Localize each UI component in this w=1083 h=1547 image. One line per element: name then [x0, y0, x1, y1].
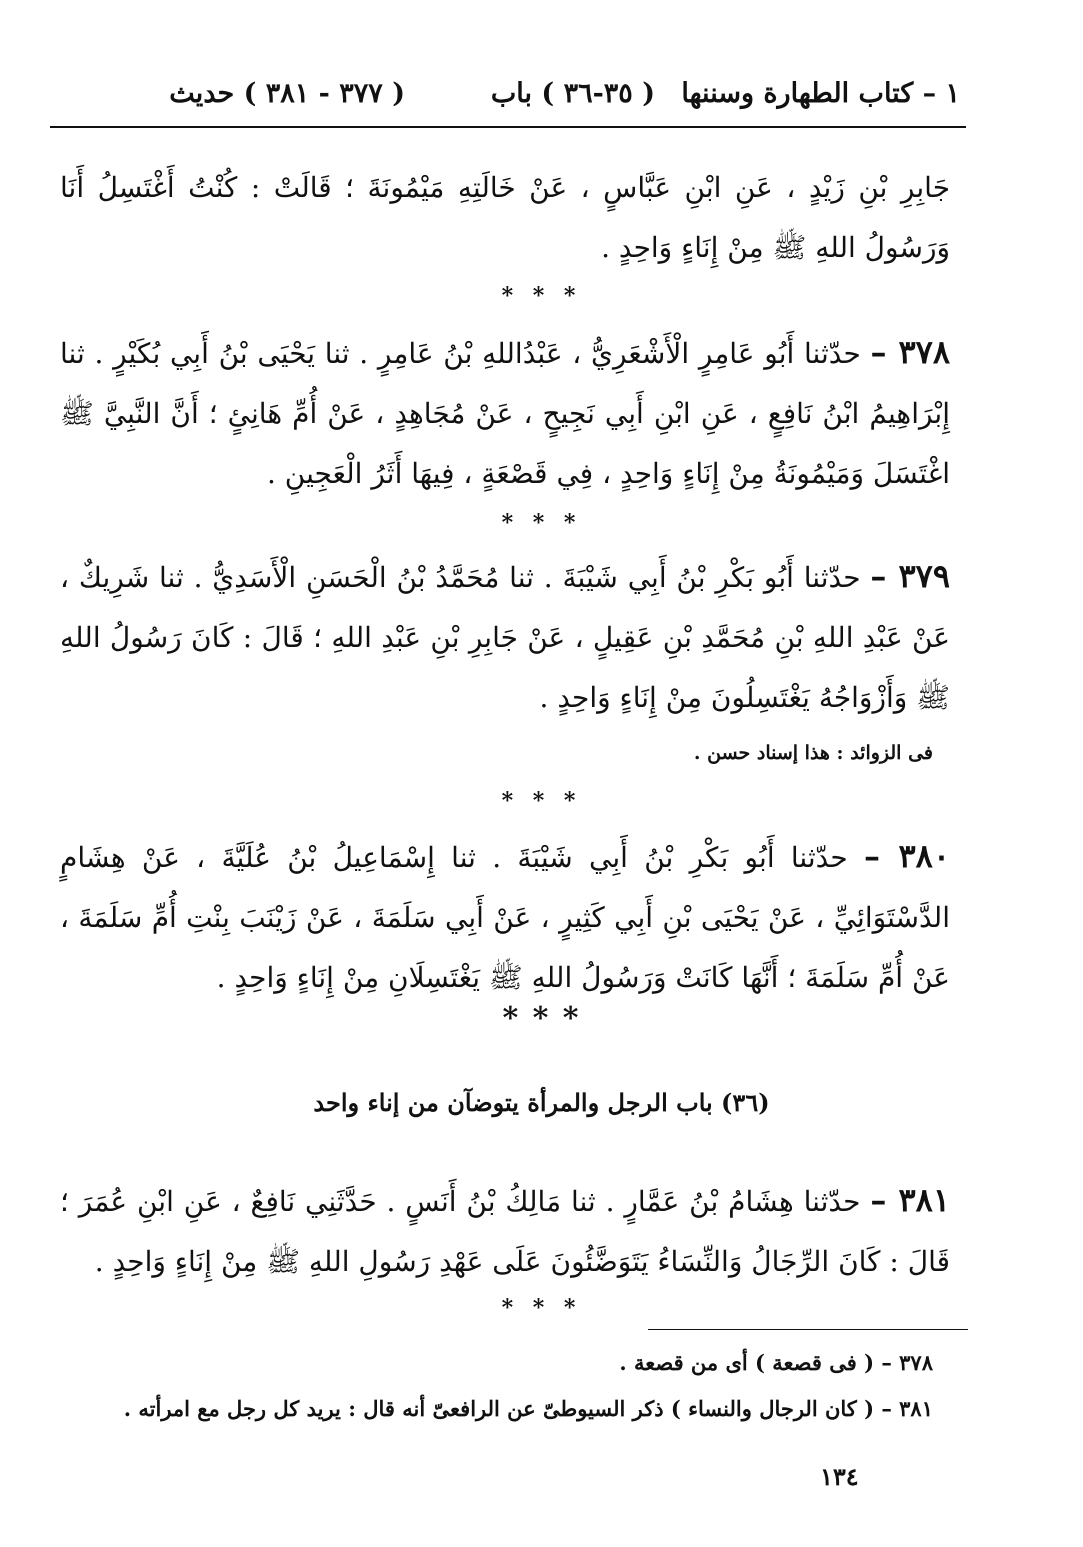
hadith-number: ٣٨٠ – [863, 837, 951, 875]
header-rule [50, 126, 966, 128]
hadith-number: ٣٨١ – [870, 1181, 950, 1219]
hadith-381 [60, 1170, 950, 1292]
separator-stars: * * * [501, 283, 582, 309]
separator-stars: * * * [501, 1295, 582, 1321]
page-number: ١٣٤ [820, 1462, 859, 1491]
hadith-380 [60, 826, 950, 1008]
header-chapter-range: ( ٣٥-٣٦ ) باب [490, 78, 655, 109]
separator-stars: * * * [501, 510, 582, 536]
hadith-text: حدّثنا هِشَامُ بْنُ عَمَّارٍ . ثنا مَالِكُ بْنُ أَنَسٍ . حَدَّثَنِي نَافِعٌ ، عَنِ ابْنِ عُمَرَ ؛ قَالَ : كَانَ الرِّجَالُ وَالنِّسَاءُ يَتَوَضَّئُونَ عَلَى عَهْدِ رَسُولِ اللهِ ﷺ مِنْ إِنَاءٍ وَاحِدٍ . [60, 1185, 950, 1278]
footnote-378: ٣٧٨ – ( فى قصعة ) أى من قصعة . [619, 1350, 933, 1375]
separator-stars: * * * [501, 788, 582, 814]
header-book-title: ١ – كتاب الطهارة وسننها [681, 78, 960, 109]
zawaid-note: فى الزوائد : هذا إسناد حسن . [693, 742, 933, 764]
chapter-title: (٣٦) باب الرجل والمرأة يتوضآن من إناء واحد [313, 1088, 770, 1117]
header-hadith-range: ( ٣٧٧ - ٣٨١ ) حديث [169, 78, 405, 109]
hadith-text: حدّثنا أَبُو بَكْرِ بْنُ أَبِي شَيْبَةَ . ثنا إِسْمَاعِيلُ بْنُ عُلَيَّةَ ، عَنْ هِشَامٍ الدَّسْتَوَائِيِّ ، عَنْ يَحْيَى بْنِ أَبِي كَثِيرٍ ، عَنْ أَبِي سَلَمَةَ ، عَنْ زَيْنَبَ بِنْتِ أُمِّ سَلَمَةَ ، عَنْ أُمِّ سَلَمَةَ ؛ أَنَّهَا كَانَتْ وَرَسُولُ اللهِ ﷺ يَغْتَسِلَانِ مِنْ إِنَاءٍ وَاحِدٍ . [60, 841, 950, 994]
hadith-text: حدّثنا أَبُو عَامِرٍ الْأَشْعَرِيُّ ، عَبْدُاللهِ بْنُ عَامِرٍ . ثنا يَحْيَى بْنُ أَبِي بُكَيْرٍ . ثنا إِبْرَاهِيمُ ابْنُ نَافِعٍ ، عَنِ ابْنِ أَبِي نَجِيحٍ ، عَنْ مُجَاهِدٍ ، عَنْ أُمِّ هَانِئٍ ؛ أَنَّ النَّبِيَّ ﷺ اغْتَسَلَ وَمَيْمُونَةُ مِنْ إِنَاءٍ وَاحِدٍ ، فِي قَصْعَةٍ ، فِيهَا أَثَرُ الْعَجِينِ . [60, 337, 950, 490]
hadith-text: حدّثنا أَبُو بَكْرِ بْنُ أَبِي شَيْبَةَ . ثنا مُحَمَّدُ بْنُ الْحَسَنِ الْأَسَدِيُّ . ثنا شَرِيكٌ ، عَنْ عَبْدِ اللهِ بْنِ مُحَمَّدِ بْنِ عَقِيلٍ ، عَنْ جَابِرِ بْنِ عَبْدِ اللهِ ؛ قَالَ : كَانَ رَسُولُ اللهِ ﷺ وَأَزْوَاجُهُ يَغْتَسِلُونَ مِنْ إِنَاءٍ وَاحِدٍ . [60, 561, 950, 714]
footnote-381: ٣٨١ – ( كان الرجال والنساء ) ذكر السيوطىّ عن الرافعىّ أنه قال : يريد كل رجل مع امرأته . [123, 1396, 933, 1421]
hadith-text: جَابِرِ بْنِ زَيْدٍ ، عَنِ ابْنِ عَبَّاسٍ ، عَنْ خَالَتِهِ مَيْمُونَةَ ؛ قَالَتْ : كُنْتُ أَغْتَسِلُ أَنَا وَرَسُولُ اللهِ ﷺ مِنْ إِنَاءٍ وَاحِدٍ . [60, 171, 950, 264]
hadith-378 [60, 322, 950, 504]
section-end-stars: * * * [502, 1001, 581, 1036]
hadith-377-continuation [60, 158, 950, 278]
section-end-ornament [0, 1001, 1083, 1036]
hadith-379 [60, 546, 950, 728]
running-header [130, 78, 960, 122]
hadith-number: ٣٧٩ – [870, 557, 951, 595]
footnote-rule [648, 1329, 968, 1330]
hadith-number: ٣٧٨ – [870, 333, 951, 371]
